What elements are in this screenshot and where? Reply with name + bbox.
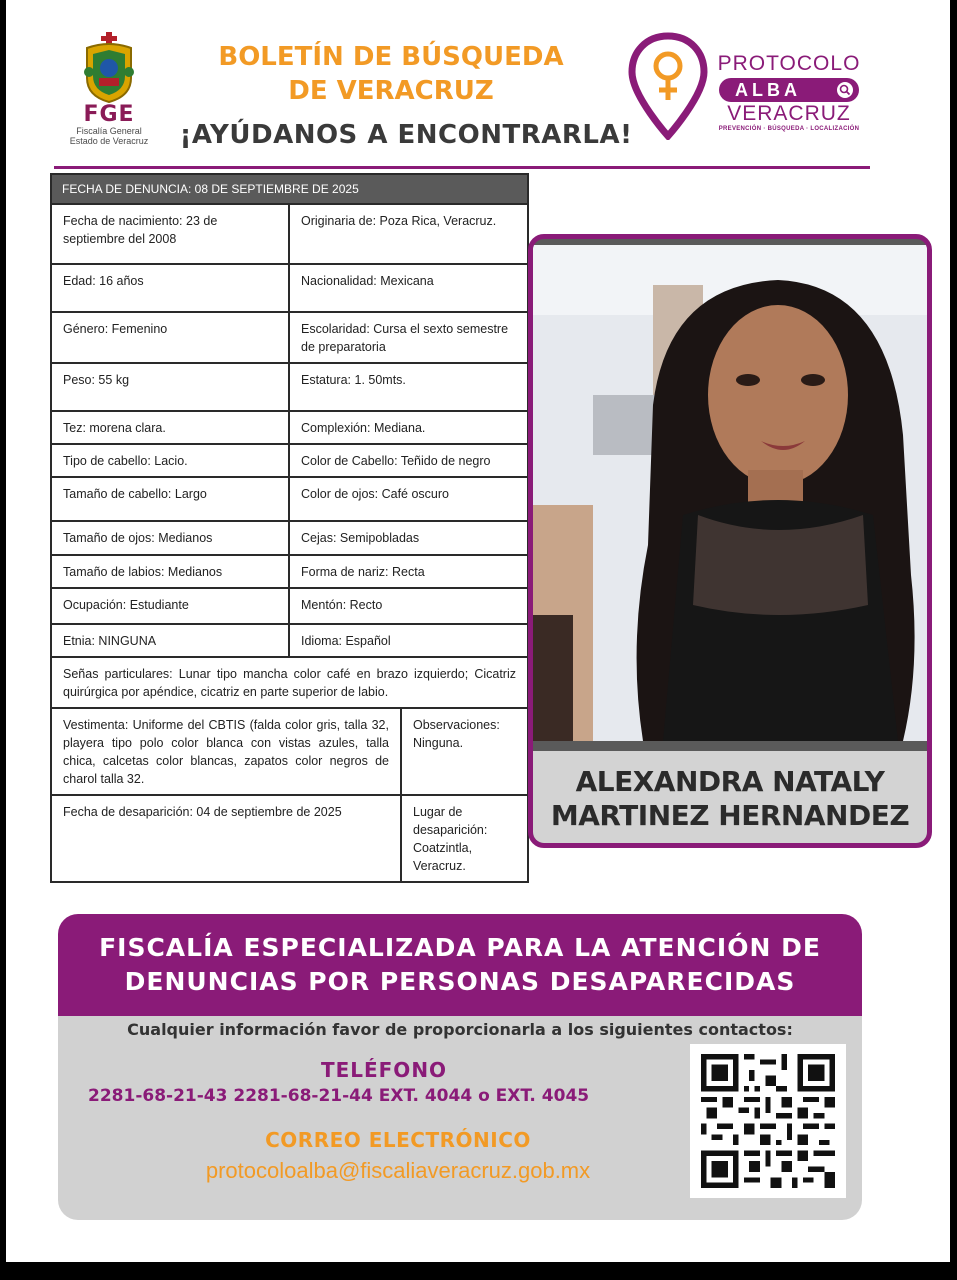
search-bulletin <box>6 0 950 1262</box>
height: Estatura: 1. 50mts. <box>289 363 528 411</box>
observations: Observaciones: Ninguna. <box>401 708 528 795</box>
table-row <box>51 411 528 444</box>
clothing: Vestimenta: Uniforme del CBTIS (falda color gris, talla 32, playera tipo polo color blanca con vistas azules, talla chica, calcetas color blancas, zapatos color negros de charol talla 32. <box>51 708 401 795</box>
table-row <box>51 795 528 882</box>
schooling: Escolaridad: Cursa el sexto semestre de preparatoria <box>289 312 528 363</box>
person-details-table <box>50 173 529 883</box>
table-row <box>51 444 528 477</box>
footer-title-line2: DENUNCIAS POR PERSONAS DESAPARECIDAS <box>124 967 796 996</box>
bulletin-title-line2: DE VERACRUZ <box>288 76 494 106</box>
protocolo-alba-logo <box>628 32 868 144</box>
distinguishing-marks: Señas particulares: Lunar tipo mancha color café en brazo izquierdo; Cicatriz quirúrgica por apéndice, cicatriz en parte superior de labio. <box>51 657 528 708</box>
email-address[interactable]: protocoloalba@fiscaliaveracruz.gob.mx <box>205 1158 591 1183</box>
ethnicity: Etnia: NINGUNA <box>51 624 289 657</box>
hair-color: Color de Cabello: Teñido de negro <box>289 444 528 477</box>
build: Complexión: Mediana. <box>289 411 528 444</box>
disappearance-place: Lugar de desaparición: Coatzintla, Veracruz. <box>401 795 528 882</box>
alba-tagline: PREVENCIÓN · BÚSQUEDA · LOCALIZACIÓN <box>718 126 860 132</box>
protocolo-alba-wordmark <box>710 52 868 132</box>
table-header-row <box>51 174 528 204</box>
table-row <box>51 657 528 708</box>
nationality: Nacionalidad: Mexicana <box>289 264 528 312</box>
gender: Género: Femenino <box>51 312 289 363</box>
table-row <box>51 588 528 624</box>
bulletin-title <box>191 40 591 108</box>
female-location-pin-icon <box>628 32 708 140</box>
missing-person-photo <box>533 245 927 741</box>
chin: Mentón: Recto <box>289 588 528 624</box>
alba-word-veracruz: VERACRUZ <box>727 102 851 125</box>
birth-date: Fecha de nacimiento: 23 de septiembre del 2008 <box>51 204 289 264</box>
alba-word-alba: ALBA <box>735 80 801 100</box>
phone-label: TELÉFONO <box>320 1058 448 1082</box>
table-row <box>51 264 528 312</box>
contact-intro: Cualquier información favor de proporcionarla a los siguientes contactos: <box>127 1020 793 1039</box>
fge-name-line1: Fiscalía General <box>76 126 142 136</box>
alba-pill <box>719 78 859 102</box>
table-row <box>51 521 528 555</box>
table-row <box>51 708 528 795</box>
eye-color: Color de ojos: Café oscuro <box>289 477 528 521</box>
fge-name-line2: Estado de Veracruz <box>69 136 149 146</box>
occupation: Ocupación: Estudiante <box>51 588 289 624</box>
missing-person-name <box>533 751 927 847</box>
alba-word-protocolo: PROTOCOLO <box>717 52 861 75</box>
nose-shape: Forma de nariz: Recta <box>289 555 528 588</box>
help-find-her-heading: ¡AYÚDANOS A ENCONTRARLA! <box>179 120 633 150</box>
contact-box <box>58 1016 862 1220</box>
bulletin-title-line1: BOLETÍN DE BÚSQUEDA <box>218 42 564 72</box>
fge-logo <box>54 32 164 156</box>
skin-tone: Tez: morena clara. <box>51 411 289 444</box>
footer-title-line1: FISCALÍA ESPECIALIZADA PARA LA ATENCIÓN DE <box>99 933 821 962</box>
footer-banner <box>58 914 862 1016</box>
age: Edad: 16 años <box>51 264 289 312</box>
table-row <box>51 477 528 521</box>
veracruz-crest-icon <box>77 32 141 104</box>
weight: Peso: 55 kg <box>51 363 289 411</box>
fge-abbreviation: FGE <box>83 102 135 127</box>
search-icon <box>837 82 853 98</box>
hair-length: Tamaño de cabello: Largo <box>51 477 289 521</box>
missing-person-card <box>528 234 932 848</box>
origin: Originaria de: Poza Rica, Veracruz. <box>289 204 528 264</box>
eye-size: Tamaño de ojos: Medianos <box>51 521 289 555</box>
table-row <box>51 204 528 264</box>
table-row <box>51 312 528 363</box>
language: Idioma: Español <box>289 624 528 657</box>
eyebrows: Cejas: Semipobladas <box>289 521 528 555</box>
disappearance-date: Fecha de desaparición: 04 de septiembre de 2025 <box>51 795 401 882</box>
complaint-date: FECHA DE DENUNCIA: 08 DE SEPTIEMBRE DE 2025 <box>51 174 528 204</box>
name-line1: ALEXANDRA NATALY <box>575 765 885 798</box>
table-row <box>51 555 528 588</box>
table-row <box>51 624 528 657</box>
table-row <box>51 363 528 411</box>
hair-type: Tipo de cabello: Lacio. <box>51 444 289 477</box>
fge-full-name <box>54 126 164 146</box>
phone-numbers[interactable]: 2281-68-21-43 2281-68-21-44 EXT. 4044 o EXT. 4045 <box>88 1086 590 1106</box>
header-divider <box>54 166 870 169</box>
qr-code[interactable] <box>690 1044 846 1198</box>
name-line2: MARTINEZ HERNANDEZ <box>550 799 910 832</box>
qr-code-icon <box>700 1054 836 1188</box>
email-label: CORREO ELECTRÓNICO <box>265 1128 531 1152</box>
lip-size: Tamaño de labios: Medianos <box>51 555 289 588</box>
